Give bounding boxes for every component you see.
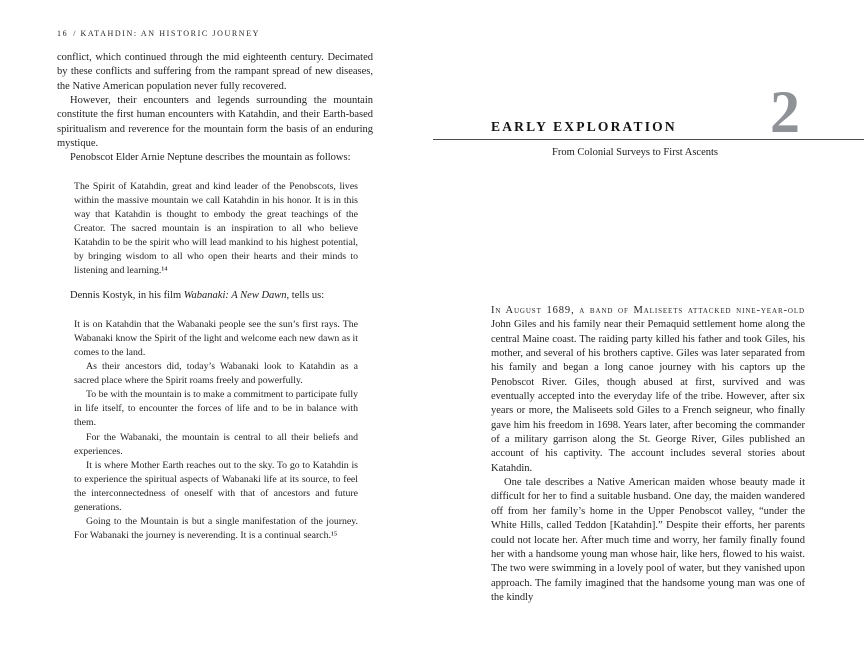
- chapter-title: EARLY EXPLORATION: [491, 119, 677, 134]
- quote-paragraph: It is where Mother Earth reaches out to the sky. To go to Katahdin is to experience the spiritual aspects of Wabanaki life at its source, to feel the interconnectedness of oneself with that of ancestors and future generations.: [74, 459, 358, 513]
- quote-paragraph: It is on Katahdin that the Wabanaki people see the sun’s first rays. The Wabanaki know the Spirit of the light and welcome each new dawn as it comes to the land.: [74, 318, 358, 358]
- running-head-separator: /: [73, 29, 76, 38]
- page-number: 16: [57, 29, 69, 38]
- running-head-title: KATAHDIN: AN HISTORIC JOURNEY: [80, 29, 261, 38]
- opening-rest: John Giles and his family near their Pemaquid settlement home along the central Maine coast. The raiding party killed his father and took Giles, his mother, and several of his brothers captive. Giles was later separated from his family and began a long canoe journey with his captors up the Penobscot River. Giles, though abused at first, survived and was eventually accepted into the everyday life of the tribe. However, after six years or more, the Maliseets sold Giles to a French seigneur, who finally gave him his freedom in 1698. Years later, after becoming the commander of a military garrison along the St. George River, Giles published an account of his captivity. The account includes several stories about Katahdin.: [491, 319, 805, 474]
- running-head: [57, 29, 260, 38]
- film-title: Wabanaki: A New Dawn: [183, 290, 287, 302]
- left-page-body: [57, 51, 373, 554]
- paragraph: conflict, which continued through the mid eighteenth century. Decimated by these conflicts and suffering from the rampant spread of new diseases, the Native American population never fully recovered.: [57, 52, 373, 92]
- block-quote-kostyk: [74, 318, 358, 544]
- quote-paragraph: The Spirit of Katahdin, great and kind leader of the Penobscots, lives within the massive mountain we call Katahdin in his honor. It is in this way that Katahdin is thought to embody the great teachings of the Creator. The sacred mountain is an inspiration to all who believe Katahdin to be the spirit who will lead mankind to his highest potential, by bringing wisdom to all who open their hearts and their minds to listening and learning.¹⁴: [74, 180, 358, 277]
- paragraph: One tale describes a Native American maiden whose beauty made it difficult for her to find a suitable husband. One day, the maiden wandered off from her family’s home in the Upper Penobscot valley, “under the White Hills, called Teddon [Katahdin].” Despite their efforts, her parents could not locate her. After much time and worry, her family finally found her with a handsome young man whose hair, like hers, flowed to his waist. The two were swimming in a lovely pool of water, but they vanished upon approach. The family imagined that the handsome young man was one of the kindly: [491, 477, 805, 603]
- right-page-body: [491, 304, 805, 605]
- paragraph: However, their encounters and legends surrounding the mountain constitute the first human encounters with Katahdin, and their Earth-based spiritualism and reverence for the mountain form the basis of an enduring mystique.: [57, 95, 373, 150]
- quote-paragraph: Going to the Mountain is but a single manifestation of the journey. For Wabanaki the journey is neverending. It is a continual search.¹⁵: [74, 516, 358, 542]
- chapter-rule: [433, 139, 864, 140]
- kostyk-intro-suffix: , tells us:: [286, 290, 325, 302]
- kostyk-intro-prefix: Dennis Kostyk, in his film: [70, 290, 184, 302]
- paragraph: Penobscot Elder Arnie Neptune describes the mountain as follows:: [70, 152, 351, 164]
- paragraph-kostyk-intro: [57, 289, 373, 303]
- opening-small-caps: In August 1689, a band of Maliseets attacked nine-year-old: [491, 305, 805, 316]
- chapter-subtitle: From Colonial Surveys to First Ascents: [552, 147, 718, 158]
- quote-paragraph: For the Wabanaki, the mountain is central to all their beliefs and experiences.: [74, 431, 358, 457]
- quote-paragraph: As their ancestors did, today’s Wabanaki look to Katahdin as a sacred place where the Spirit roams freely and powerfully.: [74, 361, 358, 387]
- paragraph-opening: [491, 304, 805, 476]
- chapter-number: 2: [770, 79, 800, 145]
- block-quote-neptune: [74, 180, 358, 279]
- quote-paragraph: To be with the mountain is to make a commitment to participate fully in life itself, to encounter the forces of life and to be in balance with them.: [74, 389, 358, 429]
